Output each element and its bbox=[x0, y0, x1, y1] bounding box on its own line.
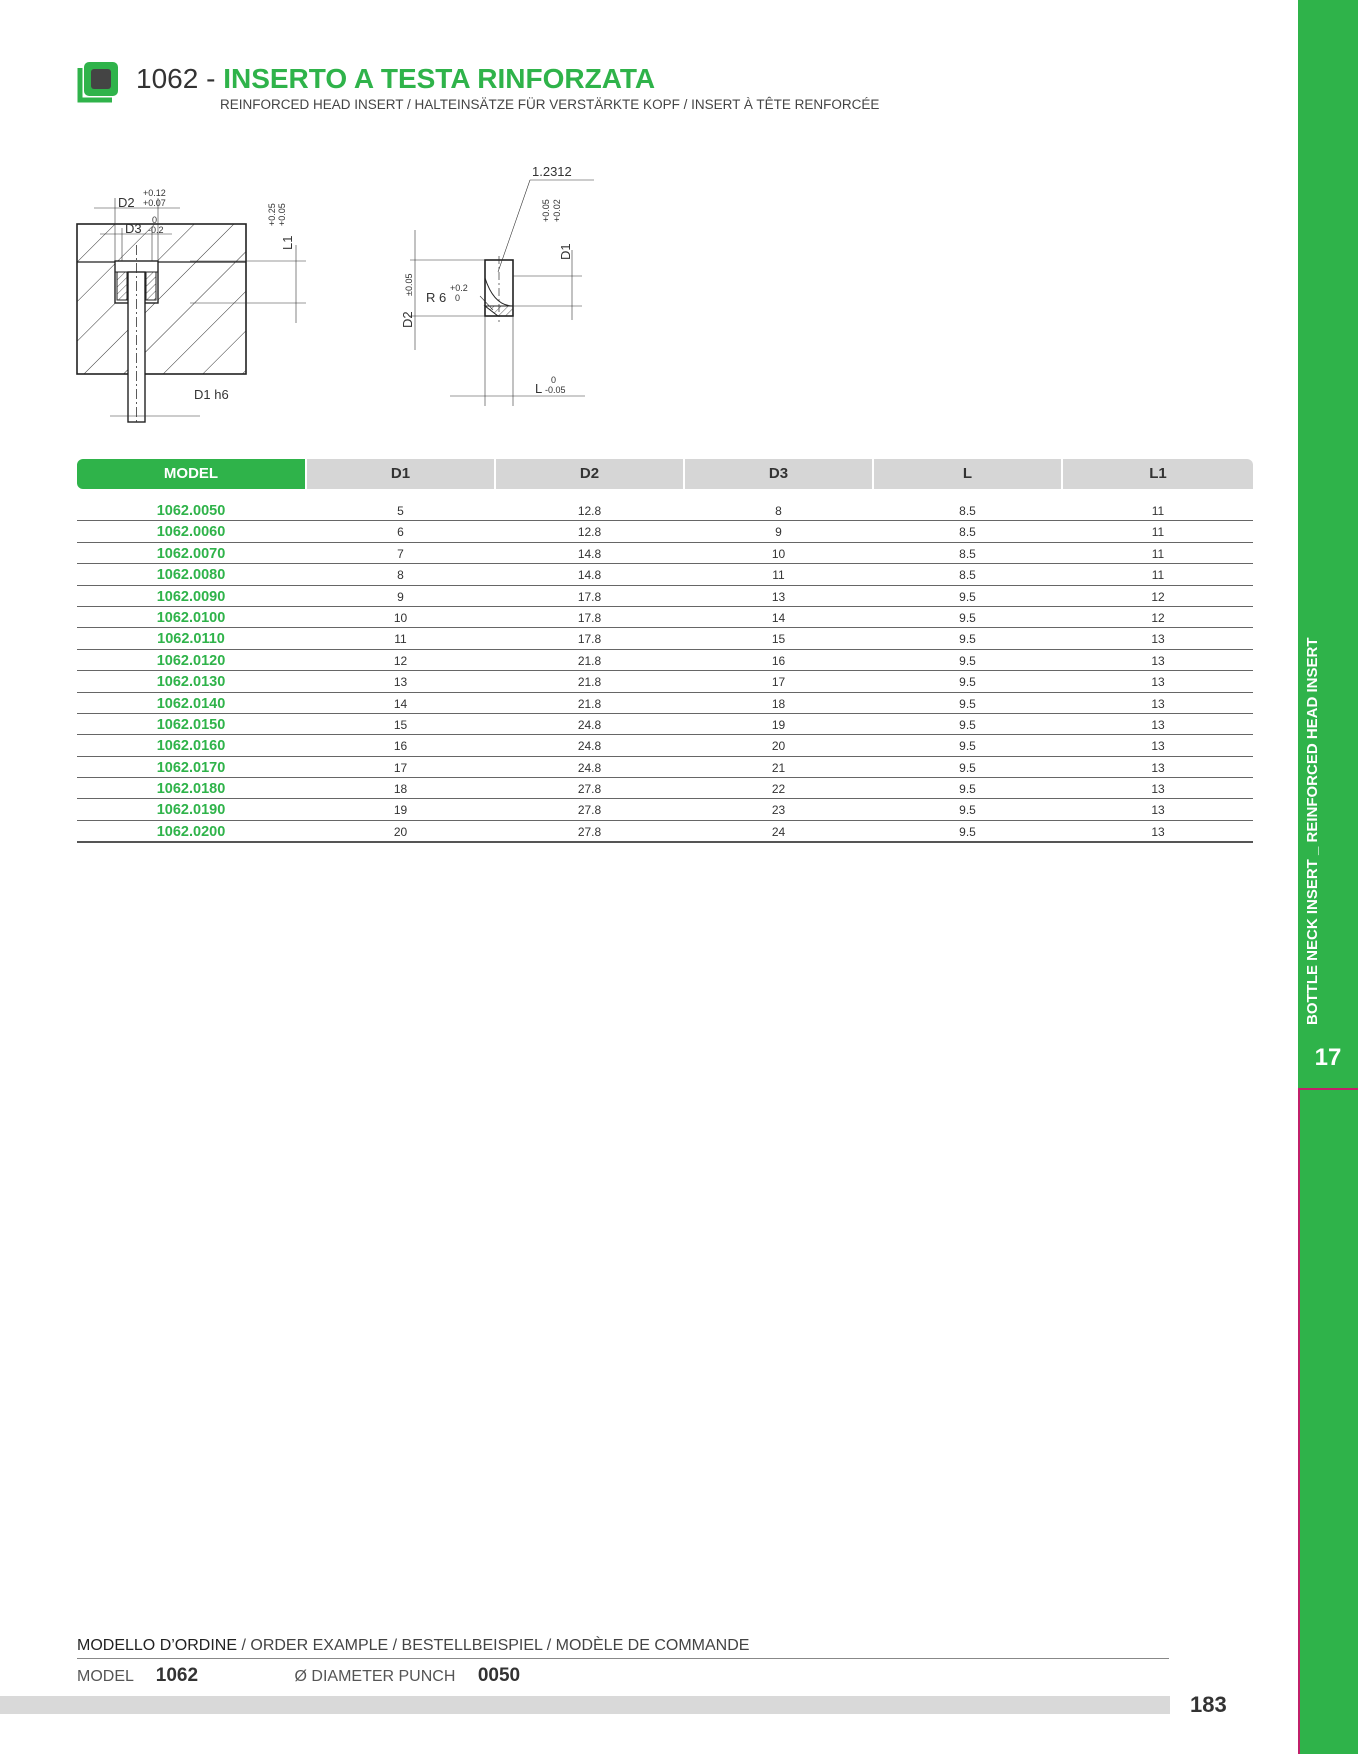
product-name: INSERTO A TESTA RINFORZATA bbox=[223, 63, 656, 94]
table-cell: 18 bbox=[771, 696, 786, 711]
table-cell: 13 bbox=[1151, 632, 1165, 647]
table-cell: 13 bbox=[1151, 653, 1165, 668]
d1-tol-upper: +0.05 bbox=[541, 199, 551, 222]
model-table bbox=[77, 500, 1253, 843]
model-code-cell: 1062.0120 bbox=[156, 652, 226, 669]
table-cell: 8 bbox=[397, 568, 404, 583]
l-label: L bbox=[535, 381, 543, 396]
l-tol-lower: -0.05 bbox=[545, 385, 566, 395]
table-cell: 16 bbox=[771, 653, 786, 668]
table-cell: 11 bbox=[1151, 546, 1165, 561]
table-row bbox=[77, 543, 1253, 564]
page-subtitle: REINFORCED HEAD INSERT / HALTEINSÄTZE FÜR VERSTÄRKTE KOPF / INSERT À TÊTE RENFORCÉE bbox=[220, 97, 880, 112]
insert-detail-view bbox=[400, 164, 594, 406]
table-row bbox=[77, 628, 1253, 649]
table-cell: 11 bbox=[1151, 504, 1165, 518]
table-cell: 14 bbox=[393, 696, 408, 711]
table-cell: 11 bbox=[772, 568, 785, 583]
table-row bbox=[77, 564, 1253, 585]
brand-logo-icon bbox=[76, 58, 122, 104]
table-cell: 13 bbox=[1151, 803, 1165, 818]
d2-label: D2 bbox=[118, 195, 135, 210]
table-cell: 8.5 bbox=[959, 546, 976, 561]
model-code-cell: 1062.0130 bbox=[156, 674, 226, 691]
model-code-cell: 1062.0150 bbox=[156, 716, 226, 733]
d1-h6-label: D1 h6 bbox=[194, 387, 229, 402]
l1-tol-upper: +0.25 bbox=[267, 203, 277, 226]
assembly-view bbox=[77, 188, 306, 422]
table-cell: 15 bbox=[393, 717, 408, 732]
table-cell: 10 bbox=[771, 546, 786, 561]
table-cell: 9.5 bbox=[959, 653, 976, 668]
table-cell: 24.8 bbox=[577, 717, 602, 732]
order-example-title-main: MODELLO D’ORDINE bbox=[77, 1637, 238, 1654]
l-tol-upper: 0 bbox=[551, 375, 557, 385]
table-cell: 17.8 bbox=[577, 610, 602, 625]
model-code-cell: 1062.0070 bbox=[156, 545, 226, 562]
technical-drawing bbox=[70, 150, 600, 425]
table-cell: 13 bbox=[1151, 824, 1165, 839]
model-code-cell: 1062.0180 bbox=[156, 781, 226, 798]
table-cell: 8.5 bbox=[959, 568, 976, 583]
column-header-model: MODEL bbox=[77, 459, 305, 489]
order-example-line bbox=[77, 1664, 520, 1689]
table-cell: 9.5 bbox=[959, 717, 976, 732]
table-cell: 9.5 bbox=[959, 675, 976, 690]
table-cell: 27.8 bbox=[577, 824, 602, 839]
table-row bbox=[77, 500, 1253, 521]
table-row bbox=[77, 778, 1253, 799]
order-model-value: 1062 bbox=[155, 1665, 199, 1686]
column-header-l: L bbox=[874, 459, 1061, 489]
radius-tol-upper: +0.2 bbox=[450, 283, 468, 293]
table-cell: 9 bbox=[775, 525, 782, 540]
model-code-cell: 1062.0190 bbox=[156, 802, 226, 819]
model-code-cell: 1062.0080 bbox=[156, 567, 226, 584]
table-row bbox=[77, 714, 1253, 735]
table-cell: 17.8 bbox=[577, 632, 602, 647]
table-row bbox=[77, 521, 1253, 542]
l1-tol-lower: +0.05 bbox=[277, 203, 287, 226]
table-cell: 27.8 bbox=[577, 803, 602, 818]
page-title bbox=[136, 62, 655, 96]
table-cell: 9 bbox=[397, 589, 404, 604]
table-cell: 11 bbox=[1151, 568, 1165, 583]
table-cell: 20 bbox=[393, 824, 408, 839]
d3-tol-upper: 0 bbox=[152, 215, 158, 225]
table-cell: 6 bbox=[397, 525, 404, 540]
order-example-title bbox=[77, 1637, 749, 1655]
table-row bbox=[77, 671, 1253, 692]
table-row bbox=[77, 693, 1253, 714]
table-cell: 9.5 bbox=[959, 760, 976, 775]
table-cell: 9.5 bbox=[959, 632, 976, 647]
l1-label: L1 bbox=[280, 235, 295, 250]
table-cell: 13 bbox=[1151, 782, 1165, 797]
chapter-tab-border bbox=[1298, 1090, 1300, 1754]
table-cell: 13 bbox=[1151, 696, 1165, 711]
table-cell: 21.8 bbox=[577, 653, 602, 668]
table-row bbox=[77, 735, 1253, 756]
chapter-number: 17 bbox=[1314, 1044, 1342, 1071]
material-label: 1.2312 bbox=[532, 164, 572, 179]
table-cell: 14.8 bbox=[577, 568, 602, 583]
order-diameter-label: Ø DIAMETER PUNCH bbox=[294, 1668, 456, 1685]
d3-label: D3 bbox=[125, 221, 142, 236]
table-cell: 12 bbox=[1151, 610, 1165, 625]
order-model-label: MODEL bbox=[77, 1668, 134, 1685]
d2-tol-upper: +0.12 bbox=[143, 188, 166, 198]
table-cell: 13 bbox=[393, 675, 408, 690]
table-cell: 18 bbox=[393, 782, 408, 797]
table-cell: 5 bbox=[397, 504, 404, 518]
model-code-cell: 1062.0110 bbox=[157, 631, 225, 648]
table-cell: 13 bbox=[771, 589, 786, 604]
table-cell: 8.5 bbox=[959, 525, 976, 540]
table-cell: 12 bbox=[393, 653, 408, 668]
table-cell: 22 bbox=[771, 782, 786, 797]
table-cell: 13 bbox=[1151, 739, 1165, 754]
radius-tol-lower: 0 bbox=[455, 293, 461, 303]
table-cell: 19 bbox=[771, 717, 786, 732]
table-cell: 13 bbox=[1151, 675, 1165, 690]
table-cell: 11 bbox=[1151, 525, 1165, 540]
d1-label: D1 bbox=[558, 243, 573, 260]
model-code-cell: 1062.0170 bbox=[156, 759, 226, 776]
column-header-d1: D1 bbox=[307, 459, 494, 489]
d3-tol-lower: -0.2 bbox=[148, 225, 164, 235]
model-code-cell: 1062.0160 bbox=[156, 738, 226, 755]
table-row bbox=[77, 607, 1253, 628]
d2b-tol: ±0.05 bbox=[404, 273, 414, 296]
column-header-d2: D2 bbox=[496, 459, 683, 489]
table-cell: 14 bbox=[771, 610, 786, 625]
column-header-l1: L1 bbox=[1063, 459, 1253, 489]
table-cell: 19 bbox=[393, 803, 408, 818]
model-code-cell: 1062.0140 bbox=[156, 695, 226, 712]
table-cell: 21 bbox=[771, 760, 786, 775]
table-cell: 9.5 bbox=[959, 782, 976, 797]
table-cell: 8.5 bbox=[959, 504, 976, 518]
order-diameter-value: 0050 bbox=[477, 1665, 521, 1686]
table-cell: 9.5 bbox=[959, 824, 976, 839]
model-code-cell: 1062.0060 bbox=[156, 524, 226, 541]
table-cell: 9.5 bbox=[959, 589, 976, 604]
model-code-cell: 1062.0100 bbox=[156, 609, 226, 626]
d2-tol-lower: +0.07 bbox=[143, 198, 166, 208]
model-code-cell: 1062.0200 bbox=[156, 823, 226, 840]
table-cell: 15 bbox=[771, 632, 786, 647]
table-cell: 8 bbox=[775, 504, 782, 518]
table-cell: 9.5 bbox=[959, 739, 976, 754]
table-cell: 17 bbox=[393, 760, 408, 775]
table-cell: 13 bbox=[1151, 717, 1165, 732]
product-code: 1062 - bbox=[136, 63, 216, 94]
table-cell: 17 bbox=[771, 675, 786, 690]
table-row bbox=[77, 799, 1253, 820]
table-header bbox=[77, 459, 1253, 489]
table-cell: 23 bbox=[771, 803, 786, 818]
table-cell: 12.8 bbox=[577, 504, 602, 518]
table-cell: 13 bbox=[1151, 760, 1165, 775]
radius-label: R 6 bbox=[426, 290, 447, 305]
page-number: 183 bbox=[1190, 1692, 1227, 1717]
table-cell: 17.8 bbox=[577, 589, 602, 604]
table-cell: 11 bbox=[394, 632, 407, 647]
chapter-tab-title: BOTTLE NECK INSERT _ REINFORCED HEAD INSERT bbox=[1304, 637, 1321, 1025]
table-cell: 16 bbox=[393, 739, 408, 754]
divider bbox=[77, 1658, 1169, 1659]
table-cell: 9.5 bbox=[959, 803, 976, 818]
table-cell: 12 bbox=[1151, 589, 1165, 604]
column-header-d3: D3 bbox=[685, 459, 872, 489]
table-cell: 14.8 bbox=[577, 546, 602, 561]
table-row bbox=[77, 821, 1253, 843]
table-cell: 24.8 bbox=[577, 739, 602, 754]
table-cell: 24.8 bbox=[577, 760, 602, 775]
d2b-label: D2 bbox=[400, 311, 415, 328]
table-row bbox=[77, 757, 1253, 778]
table-cell: 9.5 bbox=[959, 610, 976, 625]
d1-tol-lower: +0.02 bbox=[552, 199, 562, 222]
footer-bar bbox=[0, 1696, 1170, 1714]
table-cell: 9.5 bbox=[959, 696, 976, 711]
table-cell: 21.8 bbox=[577, 696, 602, 711]
table-cell: 21.8 bbox=[577, 675, 602, 690]
order-example-title-rest: / ORDER EXAMPLE / BESTELLBEISPIEL / MODÈLE DE COMMANDE bbox=[237, 1637, 750, 1654]
table-cell: 20 bbox=[771, 739, 786, 754]
model-code-cell: 1062.0090 bbox=[156, 588, 226, 605]
table-cell: 10 bbox=[393, 610, 408, 625]
table-cell: 12.8 bbox=[577, 525, 602, 540]
table-cell: 27.8 bbox=[577, 782, 602, 797]
table-row bbox=[77, 586, 1253, 607]
table-row bbox=[77, 650, 1253, 671]
model-code-cell: 1062.0050 bbox=[156, 503, 226, 519]
chapter-tab-divider bbox=[1298, 1088, 1358, 1090]
table-cell: 24 bbox=[771, 824, 786, 839]
table-cell: 7 bbox=[397, 546, 404, 561]
